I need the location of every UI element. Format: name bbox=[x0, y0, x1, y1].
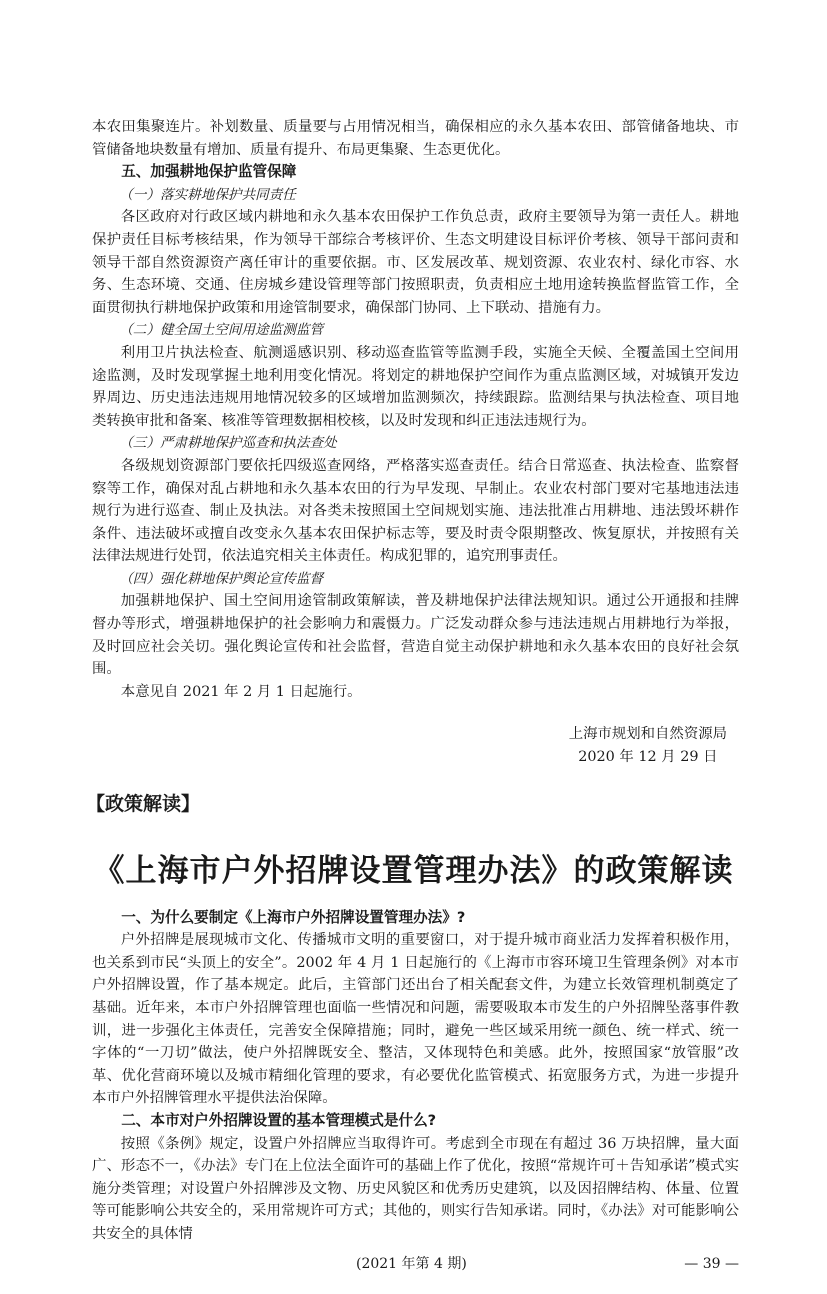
section-heading-5: 五、加强耕地保护监管保障 bbox=[121, 163, 297, 181]
page-footer bbox=[92, 1254, 739, 1274]
subheading-1: （一）落实耕地保护共同责任 bbox=[119, 186, 296, 203]
issue-date: 2020 年 12 月 29 日 bbox=[578, 749, 718, 766]
question-1: 一、为什么要制定《上海市户外招牌设置管理办法》? bbox=[121, 908, 466, 926]
subheading-4: （四）强化耕地保护舆论宣传监督 bbox=[119, 570, 324, 587]
issue-number: (2021 年第 4 期) bbox=[356, 1255, 467, 1272]
article-title: 《上海市户外招牌设置管理办法》的政策解读 bbox=[93, 852, 734, 889]
page-number: — 39 — bbox=[684, 1255, 739, 1272]
effective-date: 本意见自 2021 年 2 月 1 日起施行。 bbox=[120, 683, 362, 700]
paragraph: 本农田集聚连片。补划数量、质量要与占用情况相当，确保相应的永久基本农田、部管储备地块、市管储备地块数量有增加、质量有提升、布局更集聚、生态更优化。 bbox=[92, 119, 739, 158]
paragraph: 各级规划资源部门要依托四级巡查网络，严格落实巡查责任。结合日常巡查、执法检查、监察督察等工作，确保对乱占耕地和永久基本农田的行为早发现、早制止。农业农村部门要对宅基地违法违规行为进行巡查、制止及执法。对各类未按照国土空间规划实施、违法批准占用耕地、违法毁坏耕作条件、违法破坏或擅自改变永久基本农田保护标志等，要及时责令限期整改、恢复原状，并按照有关法律法规进行处罚，依法追究相关主体责任。构成犯罪的，追究刑事责任。 bbox=[92, 457, 739, 565]
subheading-2: （二）健全国土空间用途监测监管 bbox=[119, 322, 324, 339]
answer-1: 户外招牌是展现城市文化、传播城市文明的重要窗口，对于提升城市商业活力发挥着积极作用，也关系到市民“头顶上的安全”。2002 年 4 月 1 日起施行的《上海市市容环境卫生管理条例》对本市户外招牌设置，作了基本规定。此后，主管部门还出台了相关配套文件，为建立长效管理机制奠定了基础。近年来，本市户外招牌管理也面临一些情况和问题，需要吸取本市发生的户外招牌坠落事件教训，进一步强化主体责任，完善安全保障措施；同时，避免一些区域采用统一颜色、统一样式、统一字体的“一刀切”做法，使户外招牌既安全、整洁，又体现特色和美感。此外，按照国家“放管服”改革、优化营商环境以及城市精细化管理的要求，有必要优化监管模式、拓宽服务方式，为进一步提升本市户外招牌管理水平提供法治保障。 bbox=[92, 932, 739, 1107]
answer-2: 按照《条例》规定，设置户外招牌应当取得许可。考虑到全市现在有超过 36 万块招牌，量大面广、形态不一，《办法》专门在上位法全面许可的基础上作了优化，按照“常规许可＋告知承诺”模式实施分类管理；对设置户外招牌涉及文物、历史风貌区和优秀历史建筑，以及因招牌结构、体量、位置等可能影响公共安全的，采用常规许可方式；其他的，则实行告知承诺。同时，《办法》对可能影响公共安全的具体情 bbox=[92, 1135, 739, 1242]
issuer: 上海市规划和自然资源局 bbox=[568, 726, 727, 743]
signature-block bbox=[569, 723, 727, 768]
section-tag: 【政策解读】 bbox=[86, 792, 201, 815]
paragraph: 利用卫片执法检查、航测遥感识别、移动巡查监管等监测手段，实施全天候、全覆盖国土空间用途监测，及时发现掌握土地利用变化情况。将划定的耕地保护空间作为重点监测区域，对城镇开发边界周边、历史违法违规用地情况较多的区域增加监测频次，持续跟踪。监测结果与执法检查、项目地类转换审批和备案、核准等管理数据相校核，以及时发现和纠正违法违规行为。 bbox=[92, 344, 739, 429]
opinion-continuation bbox=[92, 116, 739, 703]
question-2: 二、本市对户外招牌设置的基本管理模式是什么? bbox=[121, 1111, 437, 1129]
paragraph: 加强耕地保护、国土空间用途管制政策解读，普及耕地保护法律法规知识。通过公开通报和挂牌督办等形式，增强耕地保护的社会影响力和震慑力。广泛发动群众参与违法违规占用耕地行为举报，及时回应社会关切。强化舆论宣传和社会监督，营造自觉主动保护耕地和永久基本农田的良好社会氛围。 bbox=[92, 593, 739, 678]
paragraph: 各区政府对行政区域内耕地和永久基本农田保护工作负总责，政府主要领导为第一责任人。耕地保护责任目标考核结果，作为领导干部综合考核评价、生态文明建设目标评价考核、领导干部问责和领导干部自然资源资产离任审计的重要依据。市、区发展改革、规划资源、农业农村、绿化市容、水务、生态环境、交通、住房城乡建设管理等部门按照职责，负责相应土地用途转换监督监管工作，全面贯彻执行耕地保护政策和用途管制要求，确保部门协同、上下联动、措施有力。 bbox=[92, 209, 739, 316]
subheading-3: （三）严肃耕地保护巡查和执法查处 bbox=[119, 435, 337, 452]
policy-interpretation bbox=[92, 907, 739, 1246]
